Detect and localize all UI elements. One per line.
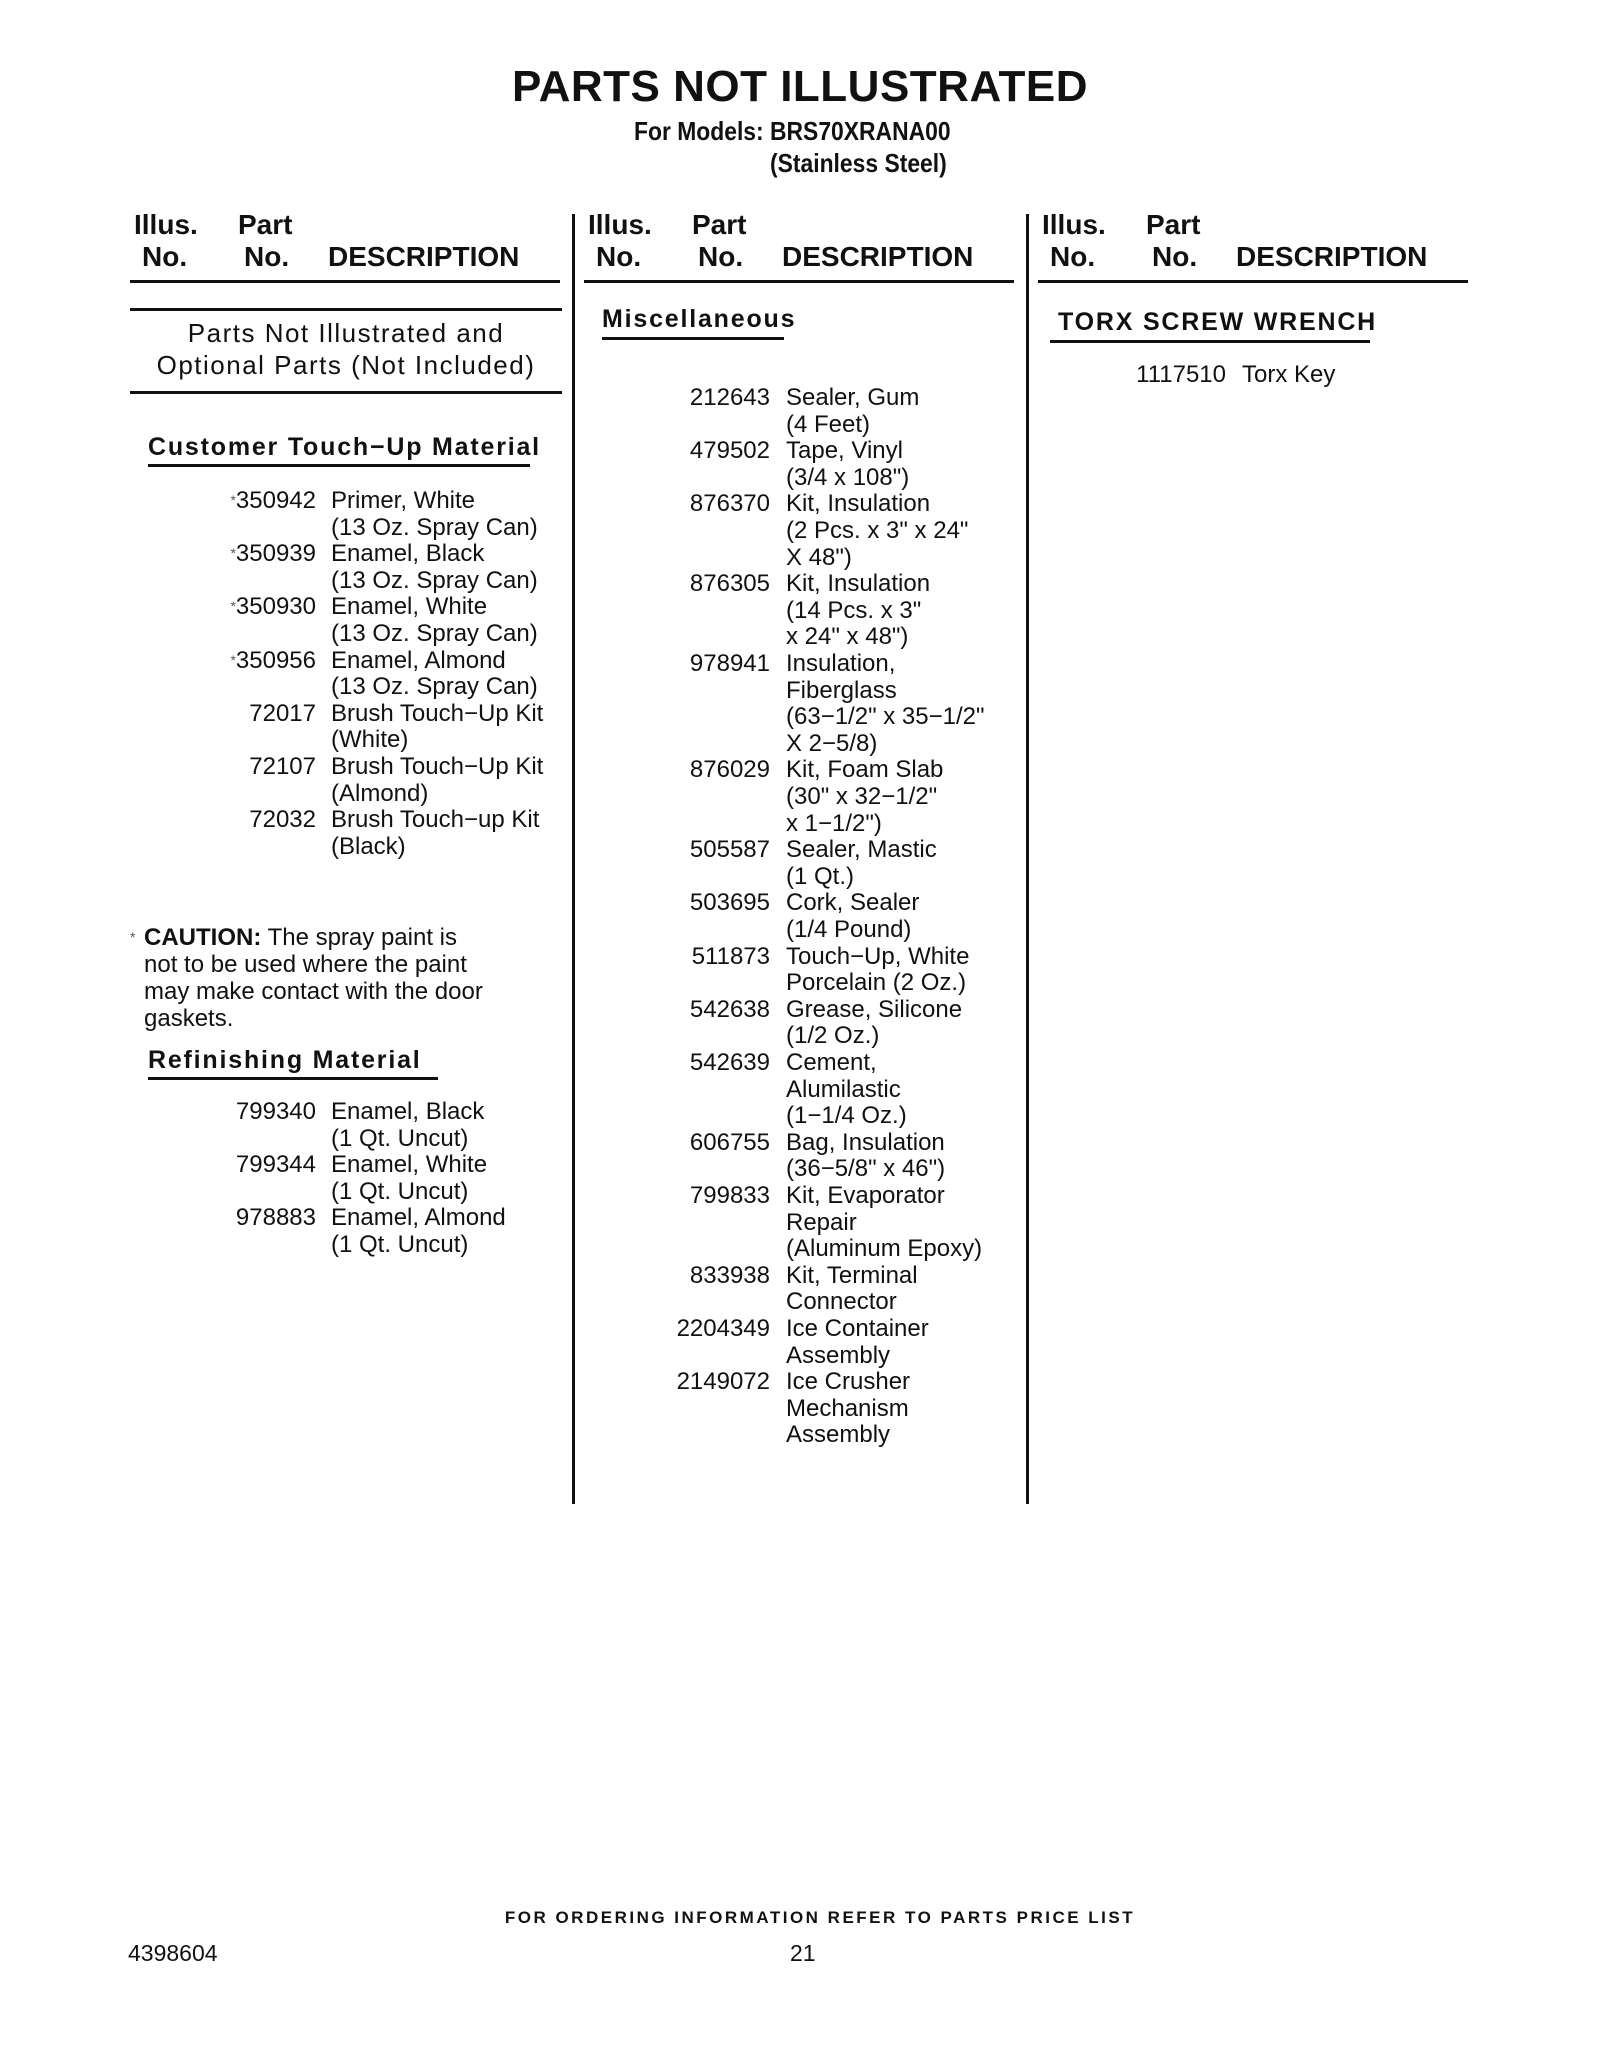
touchup-heading-underline <box>148 464 530 467</box>
part-description-line: Brush Touch−up Kit <box>331 806 540 834</box>
illus-header: Illus. <box>588 209 652 240</box>
part-number-text: 2149072 <box>676 1368 770 1396</box>
part-header: Part <box>1146 209 1201 240</box>
part-number-text: 72107 <box>249 753 316 780</box>
part-number-text: 799340 <box>235 1098 316 1125</box>
part-number <box>249 806 316 833</box>
part-number-text: 978941 <box>689 650 770 677</box>
part-number <box>249 700 316 727</box>
part-description-line: (36−5/8" x 46") <box>786 1155 946 1183</box>
asterisk-icon: * <box>230 651 236 668</box>
part-description-line: Insulation, <box>786 650 896 677</box>
part-description-line: (1 Qt. Uncut) <box>331 1177 469 1205</box>
column-header-3 <box>1038 210 1468 283</box>
part-description-line: Enamel, White <box>331 593 488 621</box>
part-number-text: 511873 <box>691 942 770 970</box>
part-description-line: Connector <box>786 1288 897 1316</box>
part-description-line: Sealer, Gum <box>786 384 920 411</box>
part-description-line: Alumilastic <box>786 1075 901 1103</box>
part-description-line: (Black) <box>331 832 406 860</box>
part-number <box>690 570 770 597</box>
part-number <box>690 996 770 1023</box>
part-number <box>236 1151 316 1178</box>
part-number-text: 503695 <box>689 889 770 917</box>
part-description-line: Mechanism <box>786 1394 909 1422</box>
part-description-line: (2 Pcs. x 3" x 24" <box>786 516 969 544</box>
asterisk-icon: * <box>230 492 236 508</box>
part-description-line: Cement, <box>786 1049 877 1076</box>
part-number-text: 799344 <box>235 1151 316 1179</box>
part-number-text: 350956 <box>235 646 316 674</box>
part-number <box>236 1204 316 1231</box>
part-number <box>230 540 316 567</box>
refinishing-section-heading: Refinishing Material <box>148 1046 422 1074</box>
part-number-text: 1117510 <box>1136 361 1226 388</box>
part-description-line: Assembly <box>786 1341 891 1369</box>
page-number: 21 <box>790 1940 816 1966</box>
part-description-line: Ice Crusher <box>786 1368 911 1396</box>
part-number-text: 72032 <box>249 806 316 834</box>
caution-label: CAUTION: <box>144 924 262 951</box>
part-description-line: Repair <box>786 1208 857 1236</box>
part-description-line: Fiberglass <box>786 676 897 704</box>
ordering-information-note: FOR ORDERING INFORMATION REFER TO PARTS PRICE LIST <box>504 1908 1136 1927</box>
column-divider <box>572 214 575 1504</box>
illus-header: Illus. <box>1042 209 1106 240</box>
asterisk-icon: * <box>130 929 136 945</box>
caution-text-line-4: gaskets. <box>144 1005 234 1032</box>
part-description-line: (1 Qt.) <box>786 862 855 890</box>
part-number <box>677 1368 770 1395</box>
part-description-line: (4 Feet) <box>786 410 871 438</box>
part-number <box>690 1262 770 1289</box>
part-description-line: Torx Key <box>1242 361 1336 388</box>
part-number <box>690 1049 770 1076</box>
illus-no-header: No. <box>596 241 642 272</box>
torx-section-heading: TORX SCREW WRENCH <box>1058 308 1378 336</box>
models-subtitle: For Models: BRS70XRANA00 <box>634 116 951 146</box>
part-description-line: Tape, Vinyl <box>786 437 903 465</box>
part-number <box>690 836 770 863</box>
part-no-header: No. <box>698 241 744 272</box>
part-description-line: (Almond) <box>331 779 429 807</box>
part-number-text: 606755 <box>689 1128 770 1156</box>
part-description-line: Enamel, Almond <box>331 1204 506 1232</box>
description-header: DESCRIPTION <box>1236 241 1428 272</box>
illus-no-header: No. <box>142 241 188 272</box>
asterisk-icon: * <box>230 545 236 562</box>
part-description-line: (Aluminum Epoxy) <box>786 1235 983 1263</box>
part-number <box>677 1315 770 1342</box>
column-header-2 <box>584 210 1014 283</box>
torx-heading-underline <box>1050 340 1370 343</box>
part-number <box>1136 361 1226 388</box>
part-description-line: Enamel, Black <box>331 1098 485 1125</box>
part-number <box>690 889 770 916</box>
part-number-text: 2204349 <box>676 1315 770 1342</box>
part-number <box>690 756 770 783</box>
part-number-text: 833938 <box>689 1261 770 1289</box>
part-description-line: Enamel, Almond <box>331 646 506 674</box>
page-title: PARTS NOT ILLUSTRATED <box>512 62 1088 111</box>
part-number <box>692 943 770 970</box>
part-number-text: 876305 <box>689 570 770 598</box>
part-description-line: Grease, Silicone <box>786 995 963 1023</box>
part-description-line: (13 Oz. Spray Can) <box>331 513 538 541</box>
illus-header: Illus. <box>134 209 198 240</box>
part-number-text: 505587 <box>689 836 770 864</box>
part-description-line: (63−1/2" x 35−1/2" <box>786 703 985 731</box>
part-description-line: Primer, White <box>331 487 476 514</box>
part-description-line: X 48") <box>786 543 852 571</box>
part-description-line: Porcelain (2 Oz.) <box>786 969 967 997</box>
part-header: Part <box>692 209 747 240</box>
part-number <box>236 1098 316 1125</box>
optional-parts-line-1: Parts Not Illustrated and <box>187 318 505 348</box>
part-number-text: 479502 <box>689 437 770 465</box>
part-number <box>690 1182 770 1209</box>
part-number <box>230 647 316 674</box>
part-number-text: 799833 <box>689 1182 770 1209</box>
part-description-line: (1 Qt. Uncut) <box>331 1124 469 1152</box>
part-number-text: 542638 <box>689 995 770 1023</box>
part-no-header: No. <box>244 241 290 272</box>
touchup-section-heading: Customer Touch−Up Material <box>148 433 541 461</box>
caution-text-line-3: may make contact with the door <box>144 978 483 1005</box>
part-description-line: Ice Container <box>786 1315 929 1342</box>
part-description-line: x 24" x 48") <box>786 623 909 651</box>
part-number <box>230 487 316 514</box>
part-number <box>690 384 770 411</box>
part-number-text: 350930 <box>235 593 316 621</box>
part-number-text: 876370 <box>689 490 770 518</box>
part-description-line: Bag, Insulation <box>786 1128 945 1156</box>
part-number <box>690 1129 770 1156</box>
part-description-line: (White) <box>331 726 409 754</box>
part-description-line: (1−1/4 Oz.) <box>786 1102 907 1130</box>
finish-subtitle: (Stainless Steel) <box>770 148 947 178</box>
asterisk-icon: * <box>230 598 236 615</box>
illus-no-header: No. <box>1050 241 1096 272</box>
part-number-text: 542639 <box>689 1049 770 1076</box>
part-description-line: Sealer, Mastic <box>786 836 937 864</box>
part-description-line: Kit, Insulation <box>786 490 931 518</box>
part-description-line: Brush Touch−Up Kit <box>331 753 544 780</box>
part-description-line: (13 Oz. Spray Can) <box>331 673 538 701</box>
part-number <box>690 490 770 517</box>
part-description-line: Kit, Insulation <box>786 570 931 598</box>
part-description-line: (30" x 32−1/2" <box>786 782 938 810</box>
part-description-line: Kit, Evaporator <box>786 1182 945 1209</box>
column-divider <box>1026 214 1029 1504</box>
part-description-line: Enamel, Black <box>331 540 485 568</box>
column-header-1 <box>130 210 560 283</box>
miscellaneous-heading-underline <box>602 337 784 340</box>
document-number: 4398604 <box>128 1940 218 1966</box>
part-description-line: Kit, Foam Slab <box>786 756 944 784</box>
part-description-line: (1/4 Pound) <box>786 915 912 943</box>
part-description-line: (3/4 x 108") <box>786 463 910 491</box>
part-description-line: Brush Touch−Up Kit <box>331 699 544 727</box>
part-description-line: Touch−Up, White <box>786 942 970 970</box>
optional-parts-label <box>130 308 562 394</box>
refinishing-heading-underline <box>148 1077 438 1080</box>
part-number <box>230 593 316 620</box>
caution-note <box>130 924 564 1032</box>
part-number-text: 350939 <box>235 540 316 568</box>
part-description-line: x 1−1/2") <box>786 809 882 837</box>
part-description-line: Assembly <box>786 1421 891 1449</box>
part-number <box>249 753 316 780</box>
part-description-line: (13 Oz. Spray Can) <box>331 566 538 594</box>
caution-text-line-2: not to be used where the paint <box>144 951 467 978</box>
part-description-line: (14 Pcs. x 3" <box>786 596 922 624</box>
description-header: DESCRIPTION <box>328 241 520 272</box>
part-number-text: 876029 <box>689 756 770 784</box>
part-description-line: (13 Oz. Spray Can) <box>331 619 538 647</box>
part-number-text: 978883 <box>235 1204 316 1232</box>
part-description-line: X 2−5/8) <box>786 729 878 757</box>
part-description-line: Cork, Sealer <box>786 889 920 917</box>
part-description-line: (1/2 Oz.) <box>786 1022 880 1050</box>
miscellaneous-section-heading: Miscellaneous <box>602 305 797 333</box>
caution-text-line-1: The spray paint is <box>267 924 457 951</box>
description-header: DESCRIPTION <box>782 241 974 272</box>
part-number <box>690 437 770 464</box>
part-number-text: 212643 <box>689 384 770 411</box>
optional-parts-line-2: Optional Parts (Not Included) <box>156 350 536 380</box>
part-number <box>690 650 770 677</box>
part-header: Part <box>238 209 293 240</box>
part-no-header: No. <box>1152 241 1198 272</box>
part-number-text: 72017 <box>249 699 316 727</box>
part-description-line: Kit, Terminal <box>786 1261 918 1289</box>
part-description-line: (1 Qt. Uncut) <box>331 1230 469 1258</box>
part-number-text: 350942 <box>235 487 316 514</box>
part-description-line: Enamel, White <box>331 1151 488 1179</box>
